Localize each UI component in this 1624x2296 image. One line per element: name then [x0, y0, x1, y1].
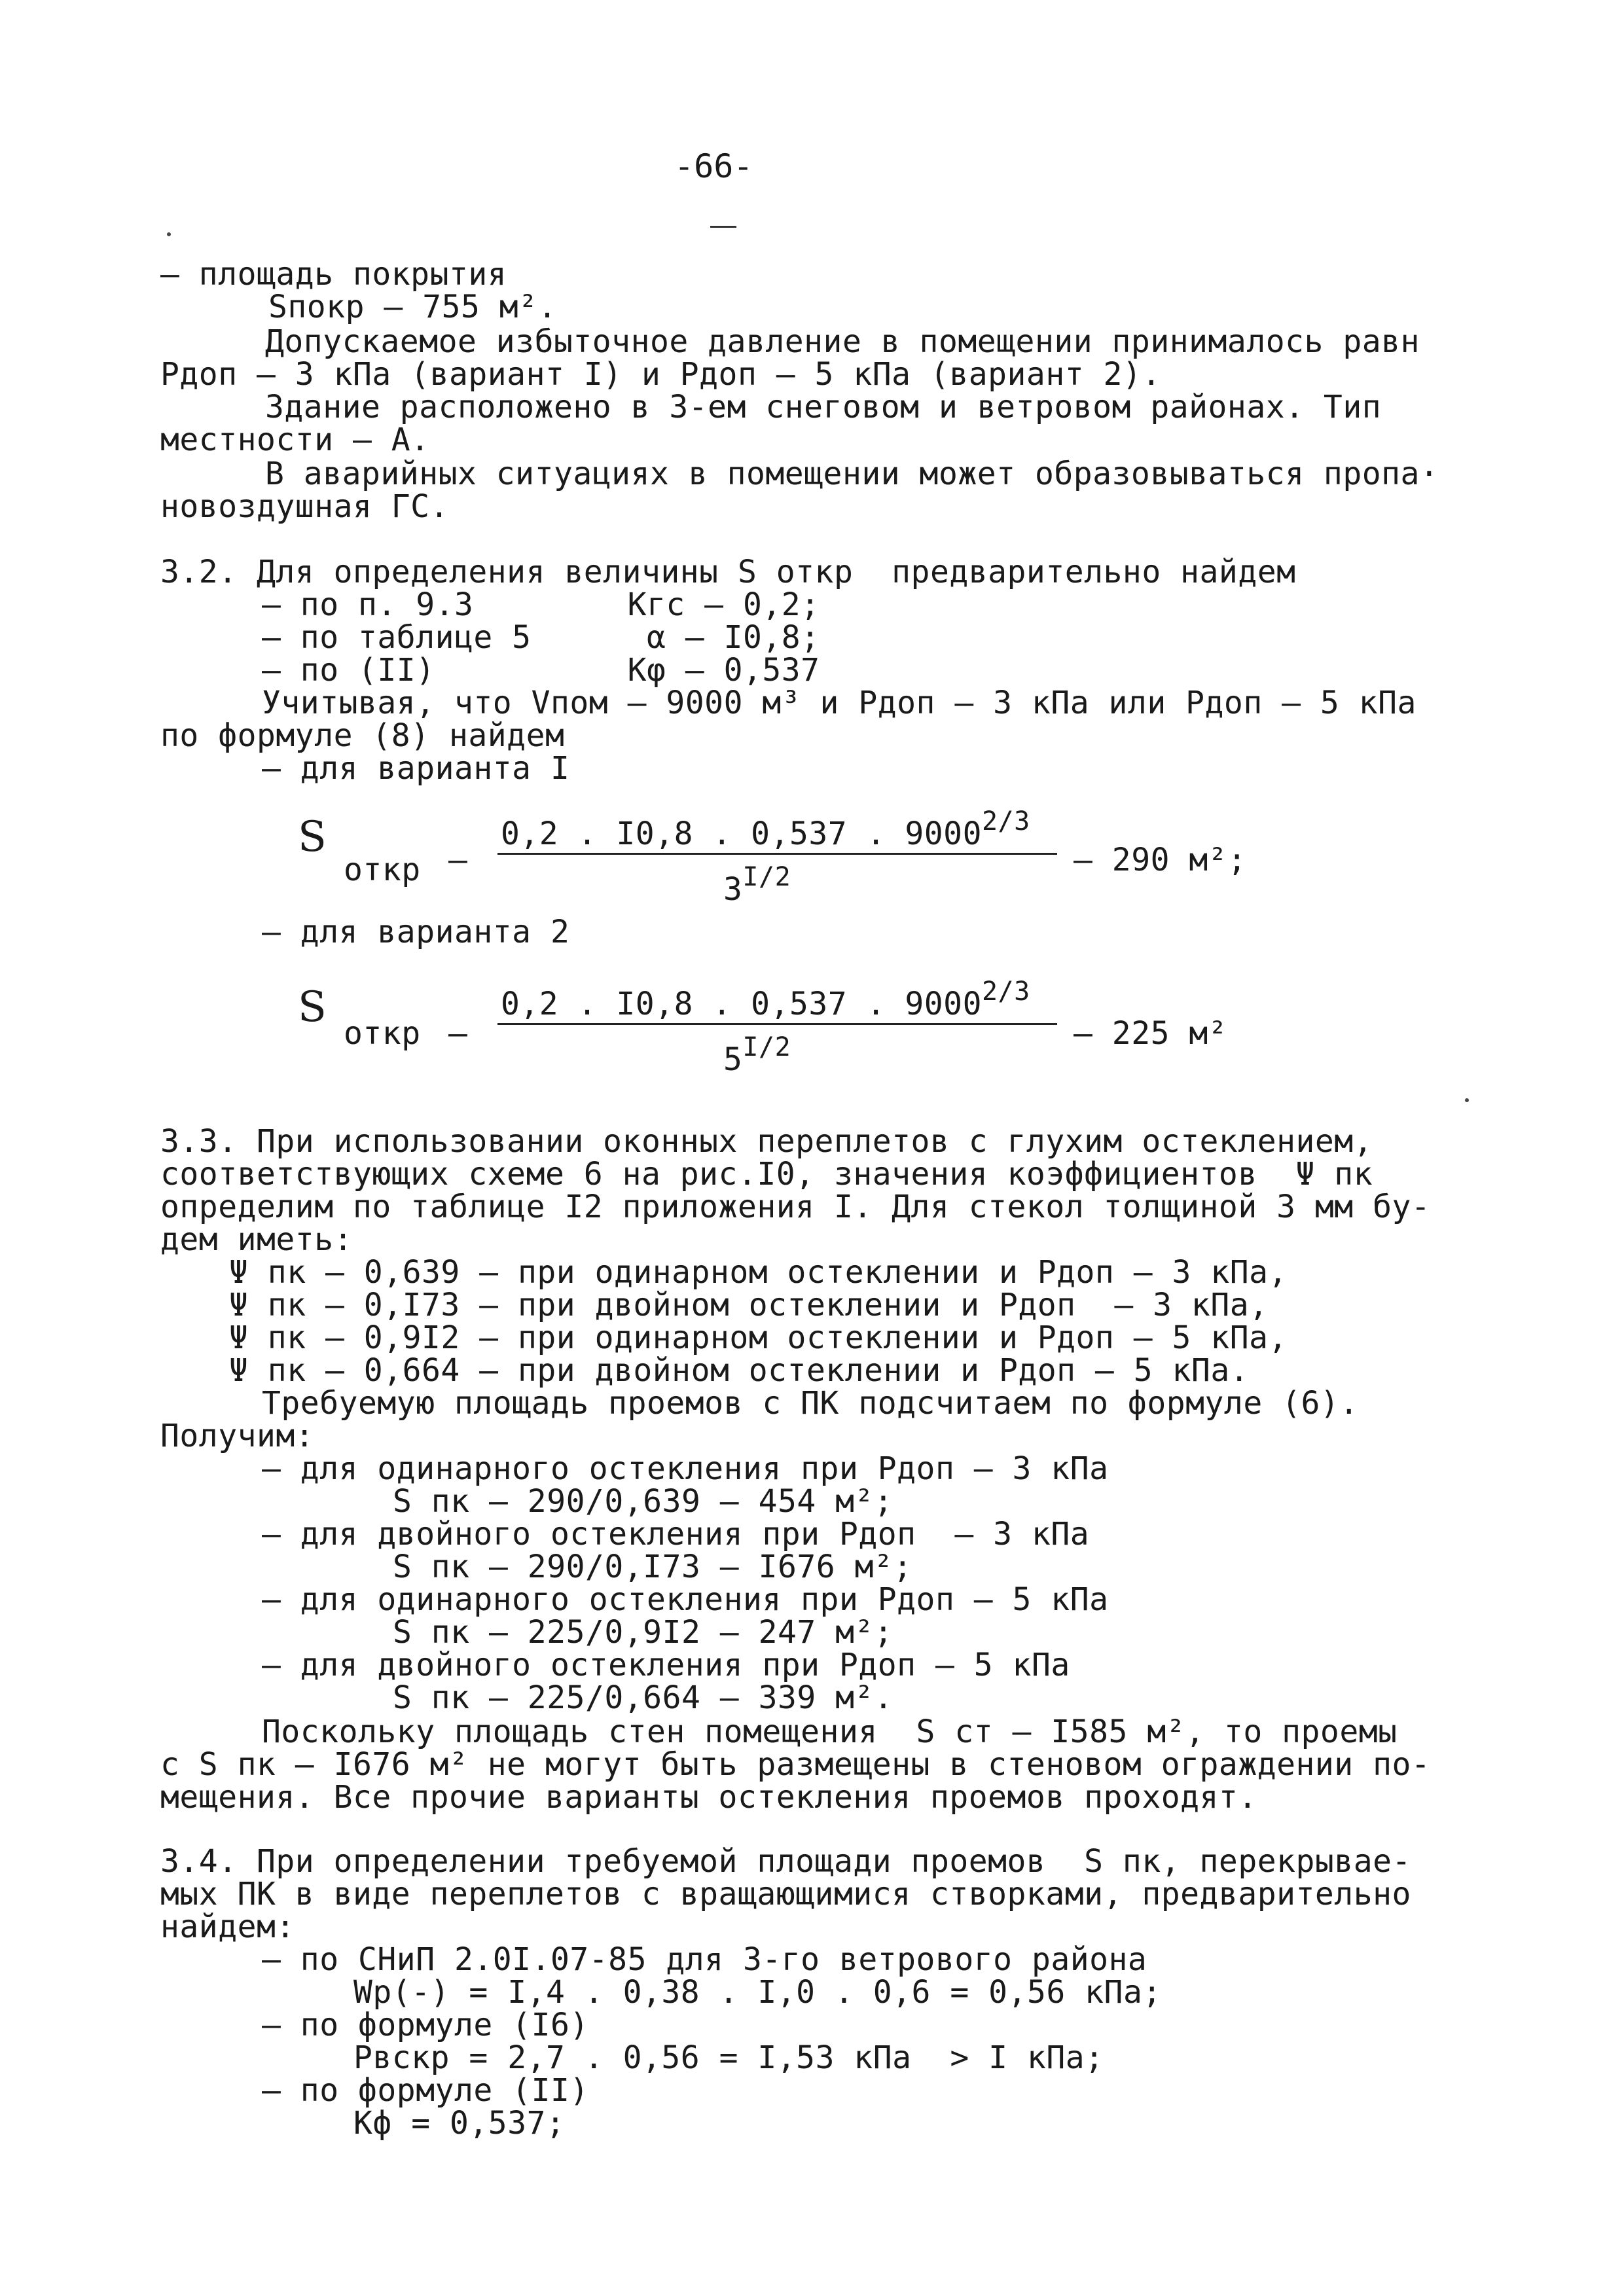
formula-2-num-exp: 2/3: [981, 977, 1030, 1007]
s33-line-7: Ψ пк – 0,9I2 – при одинарном остеклении и Рдоп – 5 кПа,: [229, 1319, 1288, 1356]
formula-2-fraction-bar: [497, 1023, 1057, 1025]
formula-2-den-exp: I/2: [742, 1032, 791, 1062]
speck: [1465, 1098, 1469, 1102]
s33-line-17: – для двойного остекления при Рдоп – 5 кПа: [262, 1647, 1070, 1683]
s33-line-14: S пк – 290/0,I73 – I676 м²;: [393, 1549, 912, 1585]
intro-line-6: местности – А.: [160, 422, 430, 458]
s32-line-4: – по (II) Кφ – 0,537: [262, 652, 820, 689]
s34-line-1: 3.4. При определении требуемой площади проемов S пк, перекрывае-: [160, 1843, 1411, 1880]
formula-2-result: – 225 м²: [1074, 1015, 1228, 1052]
intro-line-4: Рдоп – 3 кПа (вариант I) и Рдоп – 5 кПа (вариант 2).: [160, 356, 1161, 393]
formula-1-fraction-bar: [497, 853, 1057, 855]
s32-line-2: – по п. 9.3 Кгс – 0,2;: [262, 586, 820, 623]
s32-line-7: – для варианта I: [262, 750, 570, 787]
s34-line-7: Рвскр = 2,7 . 0,56 = I,53 кПа > I кПа;: [353, 2039, 1104, 2076]
s33-line-13: – для двойного остекления при Рдоп – 3 кПа: [262, 1516, 1090, 1552]
s33-line-4: дем иметь:: [160, 1221, 353, 1258]
s33-line-1: 3.3. При использовании оконных переплетов с глухим остеклением,: [160, 1123, 1373, 1160]
formula-2-numerator: [501, 977, 1030, 1022]
s34-line-2: мых ПК в виде переплетов с вращающимися створками, предварительно: [160, 1876, 1411, 1912]
formula-1-result: – 290 м²;: [1074, 842, 1247, 878]
s34-line-6: – по формуле (I6): [262, 2007, 589, 2043]
formula-1-num-text: 0,2 . I0,8 . 0,537 . 9000: [501, 816, 982, 852]
s33-line-3: определим по таблице I2 приложения I. Для стекол толщиной 3 мм бу-: [160, 1189, 1431, 1225]
s33-line-8: Ψ пк – 0,664 – при двойном остеклении и Рдоп – 5 кПа.: [229, 1352, 1250, 1389]
s32-line-1: 3.2. Для определения величины S откр предварительно найдем: [160, 554, 1296, 590]
s33-line-6: Ψ пк – 0,I73 – при двойном остеклении и Рдоп – 3 кПа,: [229, 1287, 1269, 1323]
s32-line-6: по формуле (8) найдем: [160, 717, 565, 754]
page-number: -66-: [674, 147, 753, 185]
formula-1-eq: –: [448, 842, 468, 878]
s33-line-19: Поскольку площадь стен помещения S ст – I585 м², то проемы: [262, 1713, 1398, 1750]
intro-line-1: – площадь покрытия: [160, 256, 507, 293]
s33-line-10: Получим:: [160, 1418, 315, 1454]
intro-line-8: новоздушная ГС.: [160, 488, 449, 525]
s33-line-9: Требуемую площадь проемов с ПК подсчитаем по формуле (6).: [262, 1385, 1359, 1422]
s34-line-8: – по формуле (II): [262, 2072, 589, 2109]
s32-line-8: – для варианта 2: [262, 914, 570, 950]
formula-2-sub: откр: [344, 1015, 421, 1052]
s33-line-16: S пк – 225/0,9I2 – 247 м²;: [393, 1614, 893, 1651]
s32-line-5: Учитывая, что Vпом – 9000 м³ и Рдоп – 3 кПа или Рдоп – 5 кПа: [262, 685, 1416, 721]
intro-line-7: В аварийных ситуациях в помещении может образовываться пропа·: [265, 456, 1439, 492]
formula-1-sub: откр: [344, 852, 421, 888]
s34-line-5: Wр(-) = I,4 . 0,38 . I,0 . 0,6 = 0,56 кПа;: [353, 1974, 1162, 2011]
s33-line-12: S пк – 290/0,639 – 454 м²;: [393, 1483, 893, 1520]
s33-line-2: соответствующих схеме 6 на рис.I0, значения коэффициентов Ψ пк: [160, 1156, 1373, 1193]
intro-line-3: Допускаемое избыточное давление в помещении принималось равн: [265, 323, 1420, 360]
s33-line-5: Ψ пк – 0,639 – при одинарном остеклении и Рдоп – 3 кПа,: [229, 1254, 1288, 1291]
s34-line-4: – по СНиП 2.0I.07-85 для 3-го ветрового района: [262, 1941, 1147, 1978]
formula-1-num-exp: 2/3: [981, 806, 1030, 836]
s34-line-9: Кф = 0,537;: [353, 2105, 566, 2142]
s32-line-3: – по таблице 5 α – I0,8;: [262, 619, 820, 656]
s33-line-11: – для одинарного остекления при Рдоп – 3 кПа: [262, 1450, 1109, 1487]
formula-1-numerator: [501, 806, 1030, 852]
intro-line-2: Sпокр – 755 м².: [268, 289, 557, 325]
page-number-underline: [710, 226, 736, 228]
s33-line-21: мещения. Все прочие варианты остекления проемов проходят.: [160, 1779, 1257, 1816]
formula-2-S: S: [298, 983, 327, 1031]
s33-line-18: S пк – 225/0,664 – 339 м².: [393, 1679, 893, 1716]
formula-1-S: S: [298, 813, 327, 861]
s33-line-15: – для одинарного остекления при Рдоп – 5 кПа: [262, 1581, 1109, 1618]
intro-line-5: Здание расположено в 3-ем снеговом и ветровом районах. Тип: [265, 389, 1382, 425]
formula-2-num-text: 0,2 . I0,8 . 0,537 . 9000: [501, 986, 982, 1022]
speck: [167, 232, 171, 236]
s33-line-20: с S пк – I676 м² не могут быть размещены в стеновом ограждении по-: [160, 1746, 1431, 1783]
formula-1-denominator: [723, 862, 791, 908]
s34-line-3: найдем:: [160, 1909, 295, 1945]
formula-2-eq: –: [448, 1015, 468, 1052]
formula-1-den-text: 3: [723, 871, 743, 908]
formula-2-denominator: [723, 1032, 791, 1078]
formula-1-den-exp: I/2: [742, 862, 791, 892]
formula-2-den-text: 5: [723, 1041, 743, 1078]
